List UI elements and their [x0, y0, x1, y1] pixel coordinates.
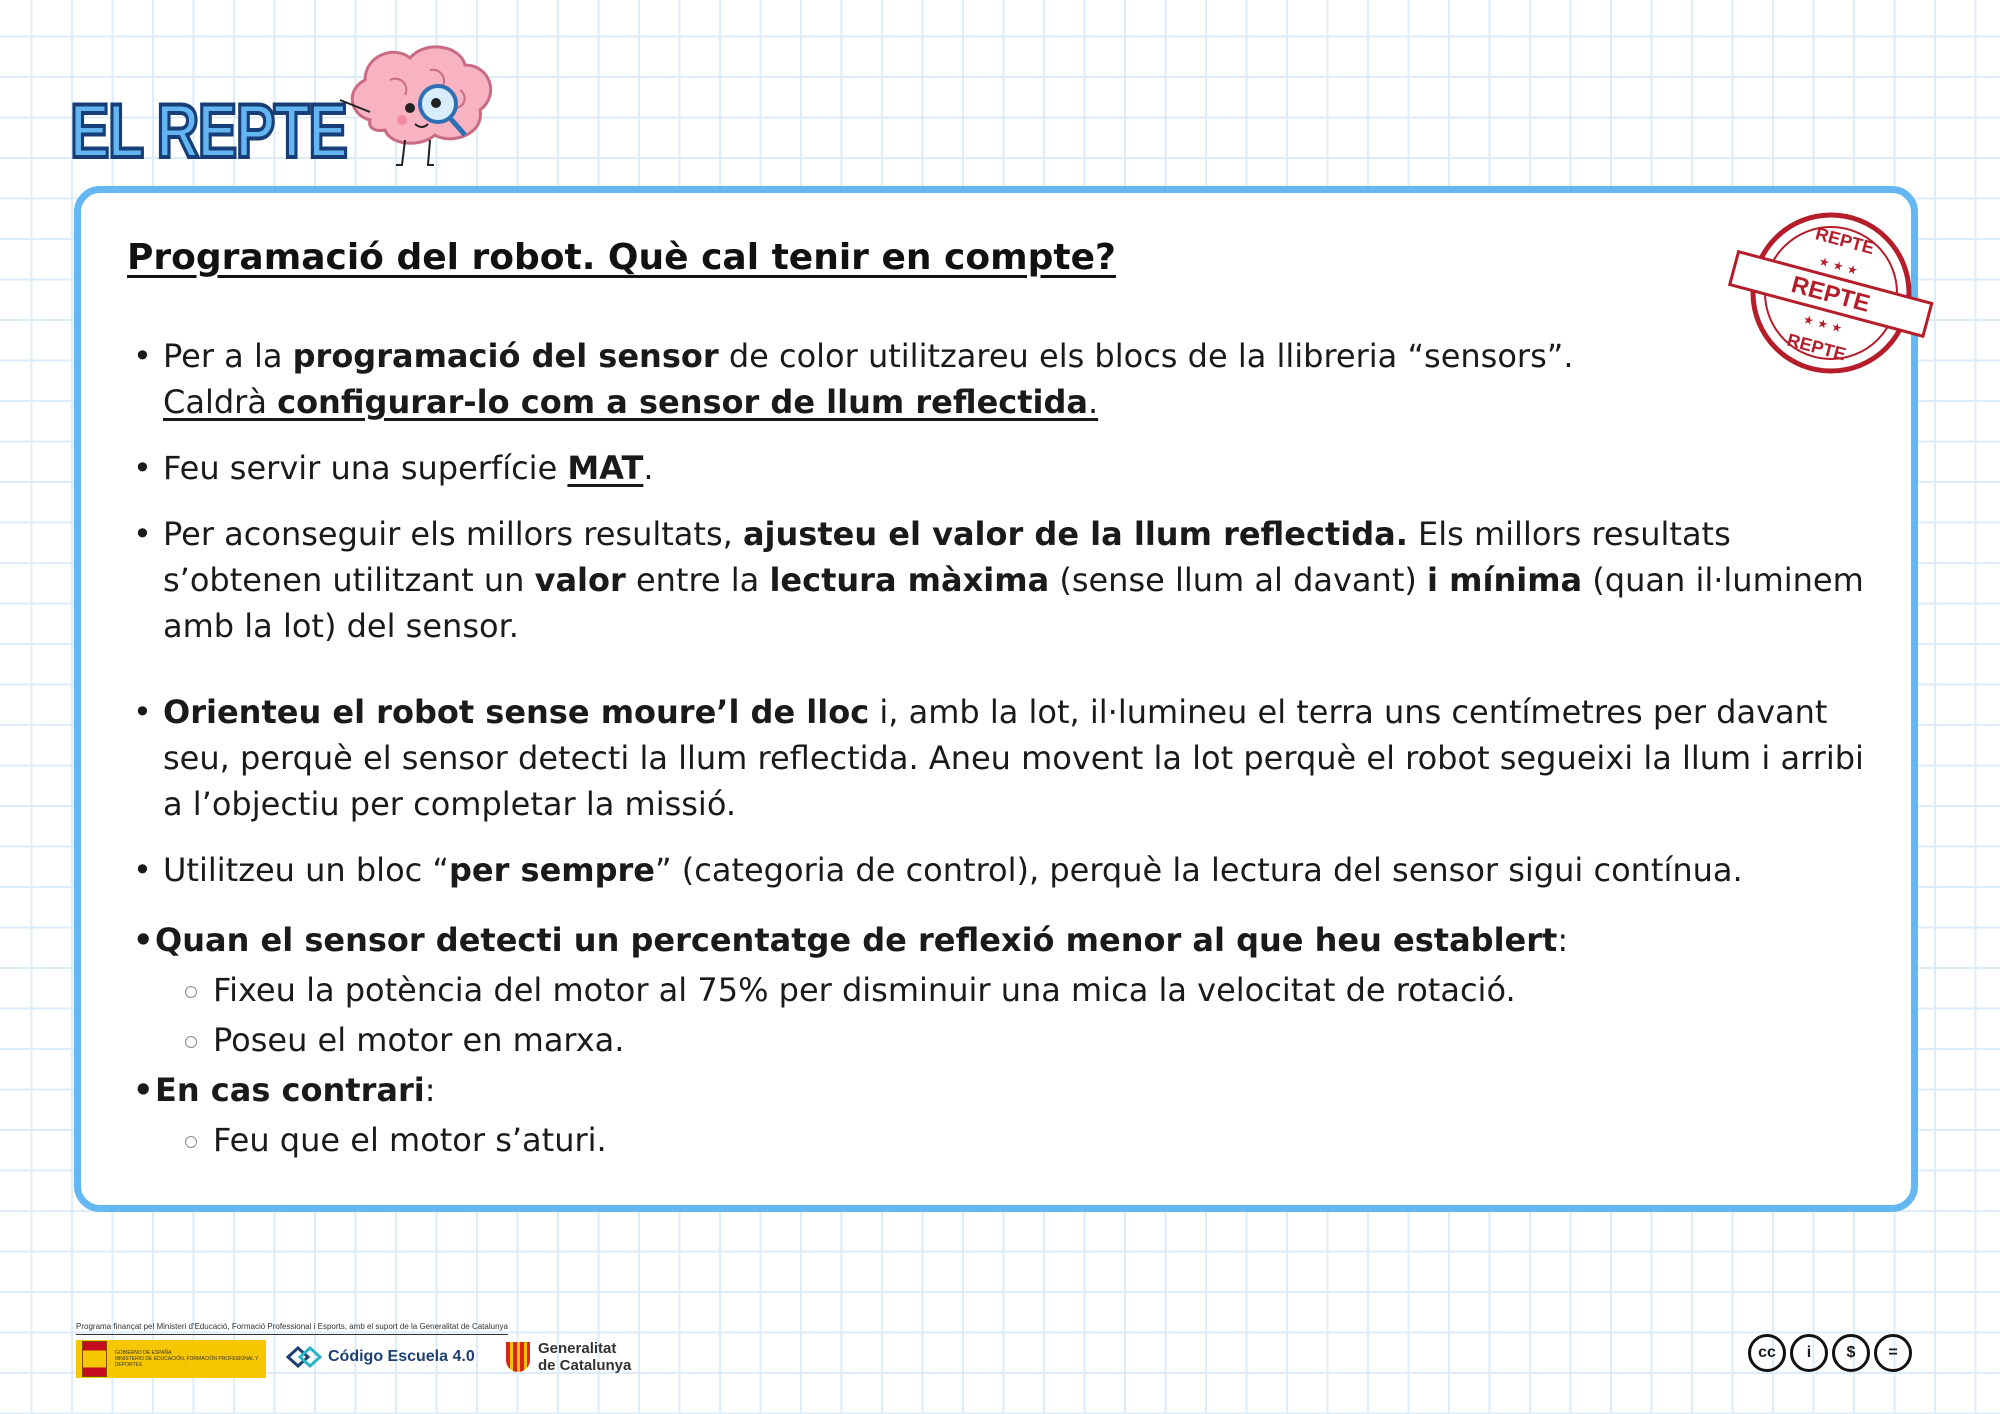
- list-item: [131, 847, 1891, 893]
- bold-text: Quan el sensor detecti un percentatge de reflexió menor al que heu establert: [155, 921, 1558, 959]
- card-title: Programació del robot. Què cal tenir en compte?: [127, 237, 1116, 278]
- bullet: •: [133, 921, 154, 959]
- list-item: [131, 333, 1891, 425]
- generalitat-logo: [506, 1340, 631, 1374]
- text: ” (categoria de control), perquè la lectura del sensor sigui contínua.: [655, 851, 1743, 889]
- nd-icon: =: [1874, 1334, 1912, 1372]
- underlined-text: Caldrà: [163, 383, 278, 421]
- senyera-icon: [506, 1342, 530, 1372]
- bold-text: Orienteu el robot sense moure’l de lloc: [163, 693, 870, 731]
- header: [70, 40, 470, 180]
- gencat-text: de Catalunya: [538, 1357, 632, 1374]
- text: Fixeu la potència del motor al 75% per disminuir una mica la velocitat de rotació.: [213, 971, 1516, 1009]
- text: :: [424, 1071, 436, 1109]
- bold-text: i mínima: [1427, 561, 1583, 599]
- page-logo-title: EL REPTE: [70, 89, 347, 174]
- bold-text: En cas contrari: [155, 1071, 425, 1109]
- gobierno-espana-logo: [76, 1340, 266, 1378]
- instructions-list: [131, 313, 1891, 1167]
- codigo-text: Código Escuela 4.0: [328, 1348, 475, 1365]
- nc-icon: $: [1832, 1334, 1870, 1372]
- text: Utilitzeu un bloc “: [163, 851, 449, 889]
- text: Feu servir una superfície: [163, 449, 568, 487]
- brain-mascot-icon: [310, 40, 530, 170]
- gov-text: GOBIERNO DE ESPAÑA: [114, 1350, 172, 1356]
- stamp-bottom-text: REPTE: [1784, 329, 1849, 365]
- creative-commons-license: [1748, 1334, 1912, 1372]
- bold-text: programació del sensor: [292, 337, 719, 375]
- circle-bullet-icon: [185, 1036, 197, 1048]
- sub-list-item: [155, 1117, 1891, 1163]
- text: Feu que el motor s’aturi.: [213, 1121, 607, 1159]
- bold-text: per sempre: [448, 851, 655, 889]
- funding-note: Programa finançat pel Ministeri d'Educació, Formació Professional i Esports, amb el suport de la Generalitat de Catalunya: [76, 1322, 508, 1335]
- bold-text: lectura màxima: [769, 561, 1050, 599]
- ministry-text: MINISTERIO DE EDUCACIÓN, FORMACIÓN PROFESIONAL Y DEPORTES: [114, 1356, 259, 1368]
- bullet: •: [133, 1071, 154, 1109]
- svg-text:★ ★ ★: ★ ★ ★: [1801, 311, 1844, 336]
- stamp-top-text: REPTE: [1813, 223, 1877, 259]
- text: :: [1557, 921, 1569, 959]
- text: (sense llum al davant): [1049, 561, 1428, 599]
- sub-list-item: [155, 1017, 1891, 1063]
- text: Els millors resultats s’obtenen utilitzant un: [163, 515, 1731, 599]
- text: i, amb la lot, il·lumineu el terra uns centímetres per davant seu, perquè el sensor detecti la llum reflectida. Aneu movent la lot perquè el robot segueixi la llum i arribi a l’objectiu per completar la missió.: [163, 693, 1864, 823]
- text: de color utilitzareu els blocs de la llibreria “sensors”.: [718, 337, 1574, 375]
- text: Per aconseguir els millors resultats,: [163, 515, 743, 553]
- gencat-text: Generalitat: [538, 1340, 617, 1357]
- bold-underlined-text: configurar-lo com a sensor de llum reflectida: [277, 383, 1089, 421]
- text: (quan il·luminem amb la lot) del sensor.: [163, 561, 1864, 645]
- list-item: [131, 917, 1891, 1063]
- text: entre la: [625, 561, 770, 599]
- underlined-text: .: [1088, 383, 1099, 421]
- list-item: [131, 689, 1891, 827]
- stamp-middle-text: REPTE: [1788, 271, 1873, 318]
- cc-icon: cc: [1748, 1334, 1786, 1372]
- codigo-escuela-logo: [286, 1346, 475, 1368]
- bold-text: ajusteu el valor de la llum reflectida.: [742, 515, 1408, 553]
- svg-text:★ ★ ★: ★ ★ ★: [1817, 254, 1860, 278]
- bullet: •: [133, 851, 152, 889]
- bold-underlined-text: MAT: [567, 449, 644, 487]
- text: Poseu el motor en marxa.: [213, 1021, 625, 1059]
- bold-text: valor: [534, 561, 626, 599]
- bullet: •: [133, 515, 152, 553]
- list-item: [131, 511, 1891, 649]
- codigo-diamond-icon: [286, 1346, 322, 1368]
- circle-bullet-icon: [185, 1136, 197, 1148]
- text: Per a la: [163, 337, 293, 375]
- spain-shield-icon: [82, 1341, 107, 1377]
- bullet: •: [133, 449, 152, 487]
- instructions-card: [74, 186, 1918, 1212]
- bullet: •: [133, 693, 152, 731]
- circle-bullet-icon: [185, 986, 197, 998]
- text: .: [643, 449, 654, 487]
- bullet: •: [133, 337, 152, 375]
- by-icon: i: [1790, 1334, 1828, 1372]
- list-item: [131, 445, 1891, 491]
- list-item: [131, 1067, 1891, 1163]
- sub-list-item: [155, 967, 1891, 1013]
